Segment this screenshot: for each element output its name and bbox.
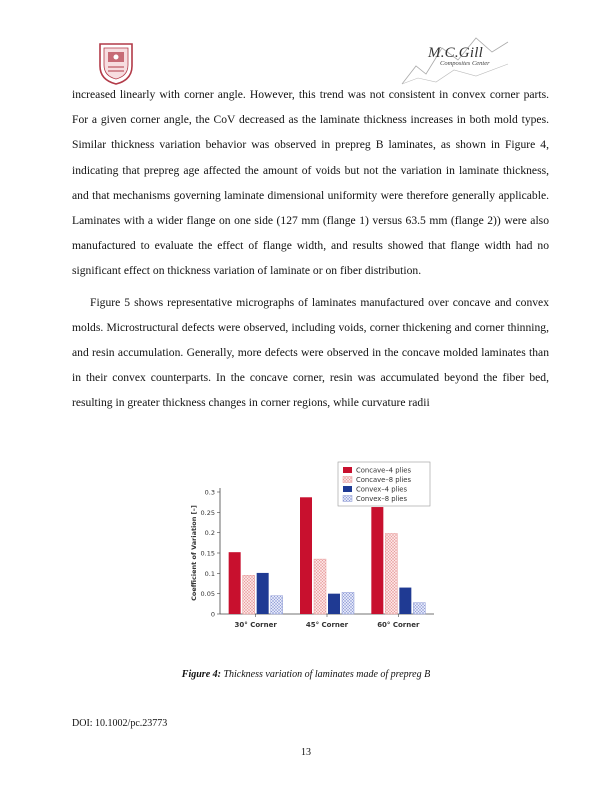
- figure-4-bar-chart: [186, 460, 446, 640]
- logo-title: M.C.Gill: [428, 45, 483, 61]
- legend-label: Concave–8 plies: [356, 476, 412, 484]
- x-tick-label: 45° Corner: [305, 621, 349, 629]
- paragraph-1: increased linearly with corner angle. However, this trend was not consistent in convex corner parts. For a given corner angle, the CoV decreased as the laminate thickness increases in both mold types. Similar thickness variation behavior was observed in prepreg B laminates, as shown in Figure 4, indicating that prepreg age affected the amount of voids but not the variation in laminate thickness, and that mechanisms governing laminate dimensional uniformity were therefore generally applicable. Laminates with a wider flange on one side (127 mm (flange 1) versus 63.5 mm (flange 2)) were also manufactured to evaluate the effect of flange width, and results showed that flange width had no significant effect on thickness variation of laminate or on fiber distribution.: [72, 88, 549, 278]
- bar: [243, 575, 255, 614]
- page-number: 13: [301, 747, 311, 758]
- legend-swatch: [343, 496, 352, 502]
- bar: [271, 596, 283, 614]
- chart-bars: [229, 497, 426, 614]
- body-text: [72, 82, 549, 416]
- bar: [399, 588, 411, 614]
- legend-swatch: [343, 486, 352, 492]
- y-tick-label: 0: [210, 610, 215, 619]
- university-seal-logo: [96, 40, 136, 86]
- y-tick-label: 0.25: [200, 508, 215, 517]
- x-tick-label: 30° Corner: [234, 621, 277, 629]
- bar: [314, 559, 326, 614]
- bar: [413, 603, 425, 614]
- bar: [257, 573, 269, 614]
- y-tick-label: 0.1: [204, 569, 215, 578]
- legend-label: Convex–8 plies: [356, 495, 408, 503]
- caption-text: Thickness variation of laminates made of prepreg B: [220, 669, 431, 680]
- doi: DOI: 10.1002/pc.23773: [72, 718, 168, 729]
- y-axis-label: Coefficient of Variation [–]: [190, 505, 198, 601]
- bar: [300, 497, 312, 614]
- logo-subtitle: Composites Center: [440, 60, 490, 67]
- caption-label: Figure 4:: [181, 669, 221, 680]
- bar: [371, 507, 383, 614]
- bar: [385, 533, 397, 614]
- x-tick-label: 60° Corner: [377, 621, 420, 629]
- figure-caption: [0, 669, 612, 680]
- legend-swatch: [343, 467, 352, 473]
- y-tick-label: 0.3: [204, 488, 215, 497]
- y-tick-label: 0.15: [200, 549, 215, 558]
- y-tick-label: 0.05: [200, 590, 215, 599]
- y-tick-label: 0.2: [204, 529, 215, 538]
- bar: [328, 594, 340, 614]
- legend-label: Convex–4 plies: [356, 485, 408, 494]
- paragraph-2: Figure 5 shows representative micrographs of laminates manufactured over concave and convex molds. Microstructural defects were observed, including voids, corner thickening and corner thinning, and resin accumulation. Generally, more defects were observed in the concave molded laminates than in their convex counterparts. In the concave corner, resin was accumulated beyond the fiber bed, resulting in greater thickness changes in corner regions, while curvature radii: [72, 295, 549, 410]
- legend-swatch: [343, 477, 352, 483]
- bar: [342, 592, 354, 614]
- chart-legend: [338, 462, 430, 506]
- legend-label: Concave–4 plies: [356, 466, 412, 475]
- bar: [229, 552, 241, 614]
